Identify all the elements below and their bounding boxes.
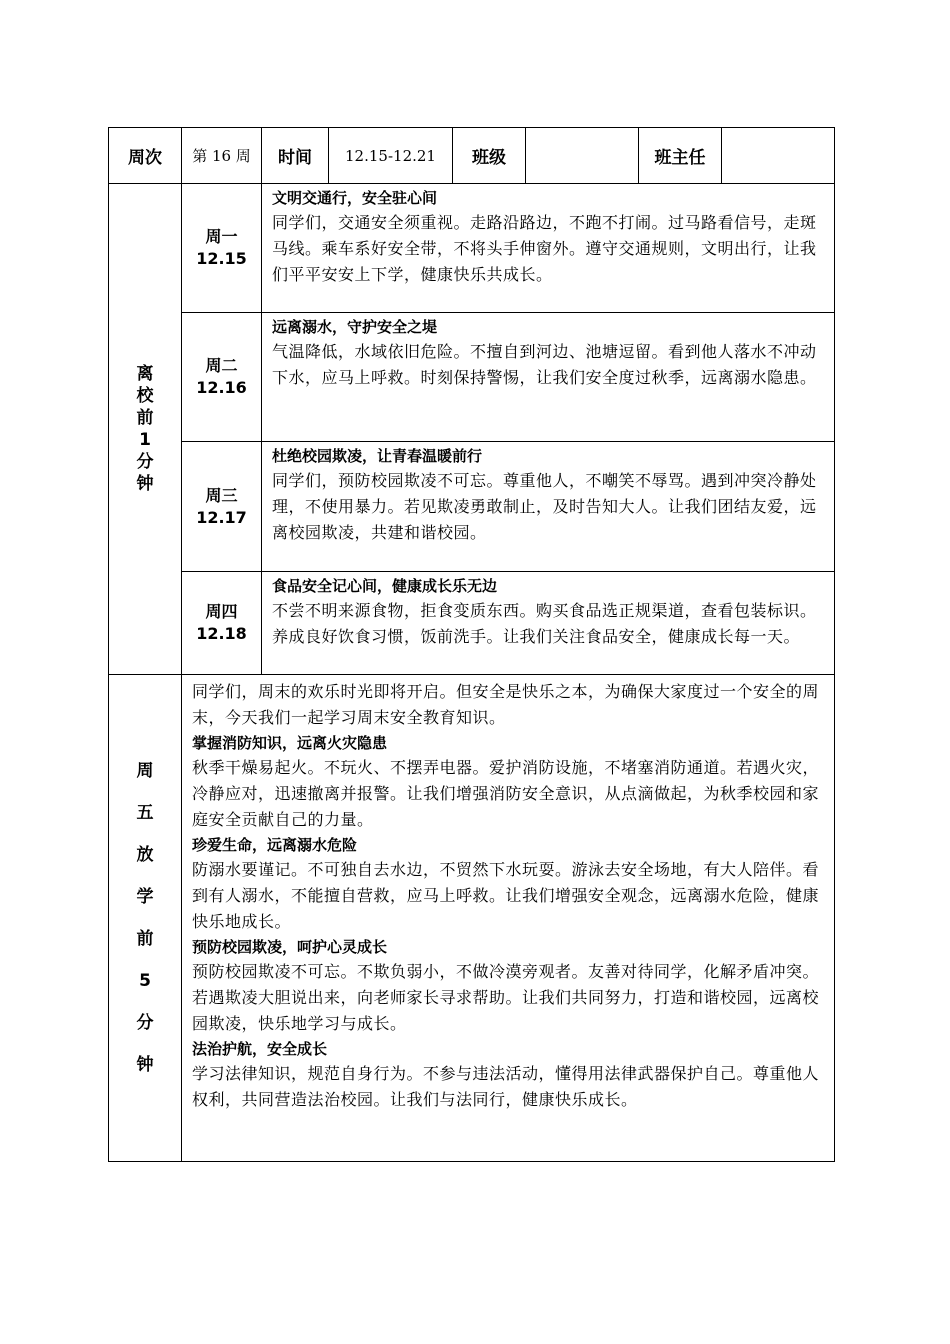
- day-name: 周二: [205, 356, 238, 375]
- section2-char: 学: [136, 887, 154, 907]
- day-title: 食品安全记心间，健康成长乐无边: [272, 577, 498, 595]
- day-text: 同学们，交通安全须重视。走路沿路边，不跑不打闹。过马路看信号，走斑马线。乘车系好安全带，不将头手伸窗外。遵守交通规则，文明出行，让我们平平安安上下学，健康快乐共成长。: [272, 213, 817, 284]
- section1-label: [109, 184, 182, 675]
- section1-char: 1: [139, 430, 151, 450]
- section1-char: 分: [136, 452, 154, 472]
- week-value: 第 16 周: [182, 128, 262, 184]
- class-value: [526, 128, 639, 184]
- section1-char: 离: [136, 364, 154, 384]
- day-date: 12.18: [196, 624, 247, 643]
- day-text: 同学们，预防校园欺凌不可忘。尊重他人，不嘲笑不辱骂。遇到冲突冷静处理，不使用暴力。若见欺凌勇敢制止，及时告知大人。让我们团结友爱，远离校园欺凌，共建和谐校园。: [272, 471, 817, 542]
- friday-row: [109, 675, 835, 1162]
- friday-content: [182, 675, 835, 1162]
- day-title: 杜绝校园欺凌，让青春温暖前行: [272, 447, 483, 465]
- section2-char: 5: [139, 971, 151, 991]
- day-row-mon: [109, 184, 835, 313]
- section2-char: 前: [136, 929, 154, 949]
- day-name: 周四: [205, 602, 238, 621]
- section2-char: 周: [136, 761, 154, 781]
- day-cell: [182, 572, 262, 675]
- day-date: 12.15: [196, 249, 247, 268]
- day-date: 12.16: [196, 378, 247, 397]
- safety-schedule-table: [108, 127, 835, 1162]
- header-row: [109, 128, 835, 184]
- day-content: [262, 184, 835, 313]
- day-text: 气温降低，水域依旧危险。不擅自到河边、池塘逗留。看到他人落水不冲动下水，应马上呼救。时刻保持警惕，让我们安全度过秋季，远离溺水隐患。: [272, 342, 817, 387]
- day-row-wed: [109, 442, 835, 572]
- topic-text: 秋季干燥易起火。不玩火、不摆弄电器。爱护消防设施，不堵塞消防通道。若遇火灾，冷静应对，迅速撤离并报警。让我们增强消防安全意识，从点滴做起，为秋季校园和家庭安全贡献自己的力量。: [192, 758, 820, 829]
- day-text: 不尝不明来源食物，拒食变质东西。购买食品选正规渠道，查看包装标识。养成良好饮食习惯，饭前洗手。让我们关注食品安全，健康成长每一天。: [272, 601, 817, 646]
- time-value: 12.15-12.21: [329, 128, 453, 184]
- topic-text: 学习法律知识，规范自身行为。不参与违法活动，懂得用法律武器保护自己。尊重他人权利，共同营造法治校园。让我们与法同行，健康快乐成长。: [192, 1064, 820, 1109]
- class-label: 班级: [453, 128, 526, 184]
- section2-char: 五: [136, 803, 154, 823]
- teacher-label: 班主任: [639, 128, 722, 184]
- day-title: 文明交通行，安全驻心间: [272, 189, 438, 207]
- day-row-tue: [109, 313, 835, 442]
- section1-char: 校: [136, 386, 154, 406]
- friday-intro: 同学们，周末的欢乐时光即将开启。但安全是快乐之本，为确保大家度过一个安全的周末，今天我们一起学习周末安全教育知识。: [192, 682, 820, 727]
- day-cell: [182, 442, 262, 572]
- topic-title: 法治护航，安全成长: [192, 1040, 328, 1058]
- topic-text: 预防校园欺凌不可忘。不欺负弱小，不做冷漠旁观者。友善对待同学，化解矛盾冲突。若遇欺凌大胆说出来，向老师家长寻求帮助。让我们共同努力，打造和谐校园，远离校园欺凌，快乐地学习与成长。: [192, 962, 820, 1033]
- day-name: 周一: [205, 227, 238, 246]
- day-cell: [182, 184, 262, 313]
- section2-char: 分: [136, 1013, 154, 1033]
- section2-label: [109, 675, 182, 1162]
- topic-title: 珍爱生命，远离溺水危险: [192, 836, 358, 854]
- topic-text: 防溺水要谨记。不可独自去水边，不贸然下水玩耍。游泳去安全场地，有大人陪伴。看到有人溺水，不能擅自营救，应马上呼救。让我们增强安全观念，远离溺水危险，健康快乐地成长。: [192, 860, 820, 931]
- section1-char: 钟: [136, 474, 154, 494]
- day-content: [262, 572, 835, 675]
- time-label: 时间: [262, 128, 329, 184]
- day-cell: [182, 313, 262, 442]
- section1-char: 前: [136, 408, 154, 428]
- teacher-value: [722, 128, 835, 184]
- day-row-thu: [109, 572, 835, 675]
- day-content: [262, 313, 835, 442]
- day-name: 周三: [205, 485, 238, 505]
- day-title: 远离溺水，守护安全之堤: [272, 318, 438, 336]
- topic-title: 预防校园欺凌，呵护心灵成长: [192, 938, 388, 956]
- topic-title: 掌握消防知识，远离火灾隐患: [192, 734, 388, 752]
- day-date: 12.17: [196, 507, 247, 527]
- section2-char: 钟: [136, 1055, 154, 1075]
- section2-char: 放: [136, 845, 154, 865]
- day-content: [262, 442, 835, 572]
- week-label: 周次: [109, 128, 182, 184]
